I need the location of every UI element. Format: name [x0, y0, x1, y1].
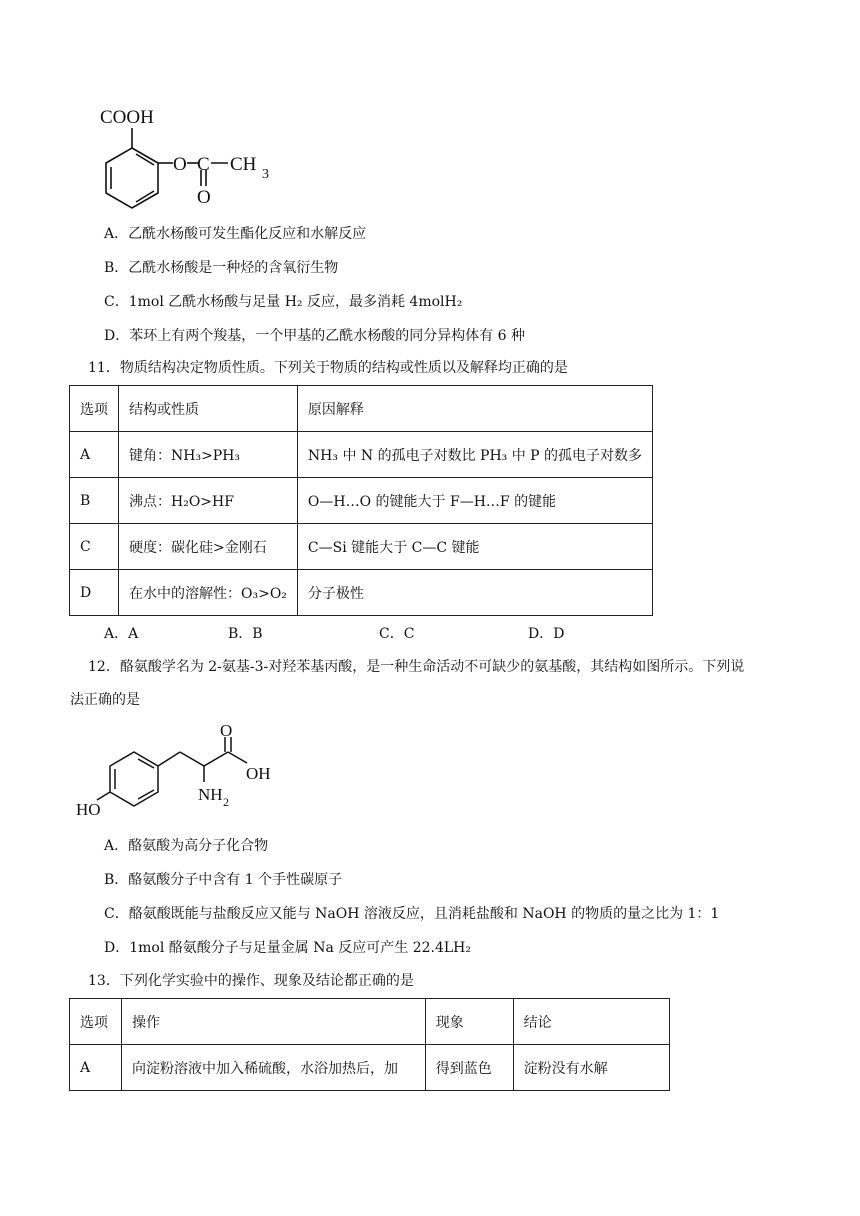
- q12-option-a: A．酪氨酸为高分子化合物: [104, 838, 269, 854]
- table-cell: A: [70, 1045, 122, 1091]
- table-cell: O—H…O 的键能大于 F—H…F 的键能: [297, 478, 652, 524]
- methyl-subscript: 3: [262, 167, 269, 182]
- table-header: 结论: [513, 999, 669, 1045]
- table-cell: 沸点：H₂O>HF: [119, 478, 298, 524]
- table-cell: NH₃ 中 N 的孤电子对数比 PH₃ 中 P 的孤电子对数多: [297, 432, 652, 478]
- table-header: 操作: [121, 999, 425, 1045]
- table-row: [70, 478, 653, 524]
- ester-oxygen-label: O: [173, 154, 187, 175]
- q12-option-b: B．酪氨酸分子中含有 1 个手性碳原子: [104, 872, 343, 888]
- table-cell: C: [70, 524, 119, 570]
- q12-stem-line2: 法正确的是: [70, 692, 140, 708]
- hydroxyl-label: OH: [246, 764, 271, 783]
- table-header: 选项: [70, 386, 119, 432]
- q11-choice-a: A．A: [104, 626, 139, 642]
- table-cell: A: [70, 432, 119, 478]
- q11-table: [69, 385, 653, 616]
- amino-label: NH: [198, 785, 223, 804]
- table-cell: 淀粉没有水解: [513, 1045, 669, 1091]
- q11-stem: 11．物质结构决定物质性质。下列关于物质的结构或性质以及解释均正确的是: [88, 360, 568, 376]
- table-cell: 在水中的溶解性：O₃>O₂: [119, 570, 298, 616]
- q10-option-c: C．1mol 乙酰水杨酸与足量 H₂ 反应，最多消耗 4molH₂: [104, 294, 463, 310]
- tyrosine-structure: [72, 722, 287, 822]
- carbonyl-oxygen-label: O: [197, 187, 211, 208]
- q11-choices: [0, 623, 860, 643]
- carbonyl-carbon-label: C: [197, 154, 210, 175]
- q13-table: [69, 998, 670, 1091]
- table-cell: 得到蓝色: [425, 1045, 513, 1091]
- table-row: [70, 432, 653, 478]
- table-row: [70, 570, 653, 616]
- methyl-label: CH: [230, 154, 257, 175]
- table-header: 选项: [70, 999, 122, 1045]
- table-cell: 向淀粉溶液中加入稀硫酸，水浴加热后，加: [121, 1045, 425, 1091]
- table-cell: B: [70, 478, 119, 524]
- q10-option-b: B．乙酰水杨酸是一种烃的含氧衍生物: [104, 260, 339, 276]
- table-header: 结构或性质: [119, 386, 298, 432]
- carbonyl-oxygen-label: O: [220, 722, 233, 740]
- aspirin-structure: [70, 100, 290, 218]
- table-cell: 分子极性: [297, 570, 652, 616]
- q10-option-d: D．苯环上有两个羧基，一个甲基的乙酰水杨酸的同分异构体有 6 种: [104, 328, 526, 344]
- q12-option-d: D．1mol 酪氨酸分子与足量金属 Na 反应可产生 22.4LH₂: [104, 940, 471, 956]
- table-header: 现象: [425, 999, 513, 1045]
- q11-choice-b: B．B: [228, 626, 263, 642]
- q11-choice-c: C．C: [379, 626, 415, 642]
- table-row: [70, 524, 653, 570]
- q13-header-row: [70, 999, 670, 1045]
- q11-choice-d: D．D: [528, 626, 565, 642]
- table-row: [70, 1045, 670, 1091]
- q10-option-a: A．乙酰水杨酸可发生酯化反应和水解反应: [104, 226, 367, 242]
- table-header: 原因解释: [297, 386, 652, 432]
- table-cell: 硬度：碳化硅>金刚石: [119, 524, 298, 570]
- q13-stem: 13．下列化学实验中的操作、现象及结论都正确的是: [88, 973, 414, 989]
- phenol-hydroxyl-label: HO: [76, 800, 101, 819]
- table-cell: 键角：NH₃>PH₃: [119, 432, 298, 478]
- q11-header-row: [70, 386, 653, 432]
- table-cell: D: [70, 570, 119, 616]
- table-cell: C—Si 键能大于 C—C 键能: [297, 524, 652, 570]
- q12-stem-line1: 12．酪氨酸学名为 2-氨基-3-对羟苯基丙酸，是一种生命活动不可缺少的氨基酸，其结构如图所示。下列说: [88, 659, 745, 675]
- q12-option-c: C．酪氨酸既能与盐酸反应又能与 NaOH 溶液反应，且消耗盐酸和 NaOH 的物质的量之比为 1：1: [104, 906, 720, 922]
- cooh-label: COOH: [100, 107, 154, 128]
- amino-subscript: 2: [223, 795, 229, 809]
